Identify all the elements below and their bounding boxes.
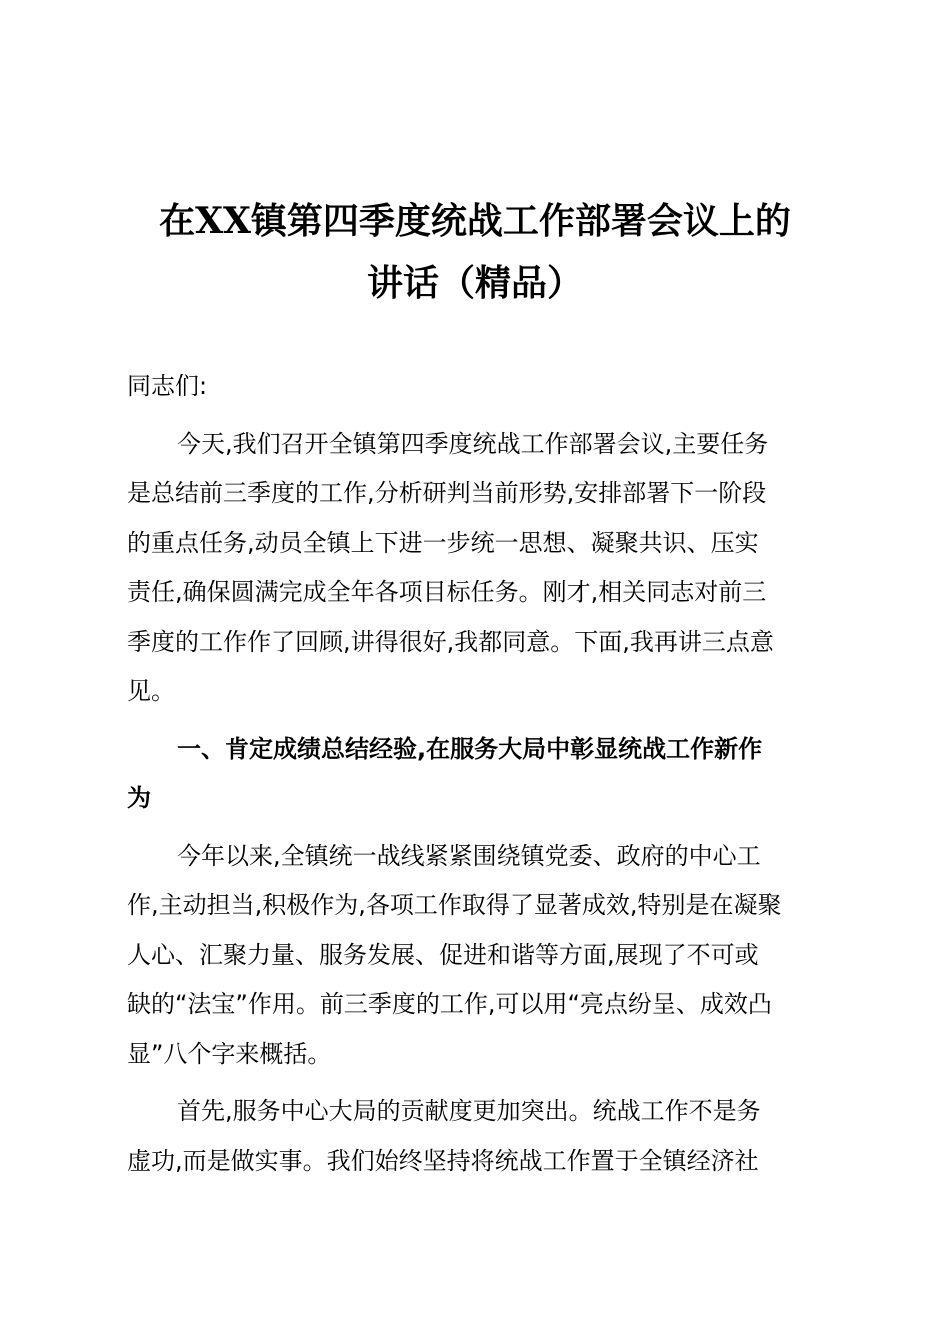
- paragraph-line: 首先,服务中心大局的贡献度更加突出。统战工作不是务: [177, 1097, 761, 1125]
- paragraph-line: 今年以来,全镇统一战线紧紧围绕镇党委、政府的中心工: [177, 841, 761, 870]
- heading-line: 为: [127, 784, 151, 812]
- paragraph-intro: [127, 420, 827, 717]
- paragraph-line: 作,主动担当,积极作为,各项工作取得了显著成效,特别是在凝聚: [127, 891, 782, 919]
- salutation: 同志们:: [127, 372, 208, 400]
- paragraph-line: 人心、汇聚力量、服务发展、促进和谐等方面,展现了不可或: [127, 940, 759, 969]
- paragraph-line: 今天,我们召开全镇第四季度统战工作部署会议,主要任务: [177, 429, 769, 458]
- paragraph-line: 缺的“法宝”作用。前三季度的工作,可以用“亮点纷呈、成效凸: [127, 990, 772, 1018]
- section-heading-1: [127, 725, 827, 824]
- document-body: [127, 362, 827, 1186]
- paragraph-line: 季度的工作作了回顾,讲得很好,我都同意。下面,我再讲三点意: [127, 627, 774, 656]
- paragraph-line: 责任,确保圆满完成全年各项目标任务。刚才,相关同志对前三: [127, 578, 767, 606]
- title-line: 在XX镇第四季度统战工作部署会议上的: [159, 200, 791, 242]
- paragraph-achievements: [127, 832, 827, 1080]
- document-title: [120, 190, 830, 314]
- heading-line: 一、肯定成绩总结经验,在服务大局中彰显统战工作新作: [177, 734, 763, 763]
- paragraph-line: 是总结前三季度的工作,分析研判当前形势,安排部署下一阶段: [127, 479, 767, 507]
- paragraph-line: 的重点任务,动员全镇上下进一步统一思想、凝聚共识、压实: [127, 528, 759, 557]
- title-line: 讲话（精品）: [366, 262, 583, 304]
- paragraph-line: 显”八个字来概括。: [127, 1039, 332, 1068]
- paragraph-first-point: [127, 1087, 827, 1186]
- paragraph-line: 见。: [127, 677, 175, 705]
- paragraph-line: 虚功,而是做实事。我们始终坚持将统战工作置于全镇经济社: [127, 1146, 759, 1175]
